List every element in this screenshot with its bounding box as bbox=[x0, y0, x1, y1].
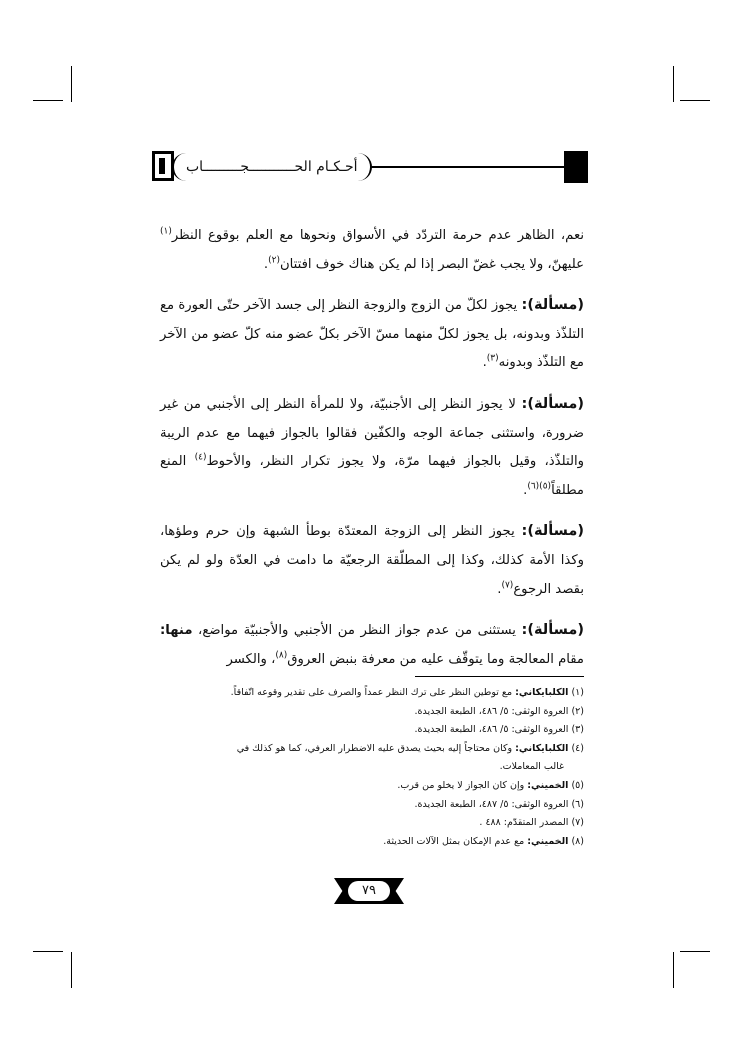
footnote-ref: (٢) bbox=[268, 255, 280, 266]
footnotes bbox=[160, 684, 584, 851]
paragraph: نعم، الظاهر عدم حرمة التردّد في الأسواق ونحوها مع العلم بوقوع النظر$^{(١)}$ عليهنّ، ولا يجب غضّ البصر إذا لم يكن هناك خوف افتتان$^{(٢)}$. bbox=[160, 226, 584, 272]
footnote: (٥) الخميني: وإن كان الجواز لا يخلو من قرب. bbox=[397, 779, 584, 791]
issue-keyword: (مسألة): bbox=[521, 622, 584, 639]
footnote-ref: (٣) bbox=[486, 353, 499, 364]
crop-mark bbox=[680, 951, 710, 952]
footnote: (٨) الخميني: مع عدم الإمكان بمثل الآلات الحديثة. bbox=[383, 835, 584, 847]
crop-mark bbox=[33, 951, 63, 952]
crop-mark bbox=[33, 100, 63, 101]
crop-mark bbox=[71, 952, 72, 988]
footnote-separator bbox=[415, 676, 584, 677]
footnote-ref: (١) bbox=[160, 226, 172, 237]
running-header bbox=[152, 151, 588, 183]
footnote-ref: (٨) bbox=[275, 650, 288, 661]
footnote: (٦) العروة الوثقى: ٥/ ٤٨٧، الطبعة الجديدة. bbox=[414, 798, 584, 810]
footnote: (٢) العروة الوثقى: ٥/ ٤٨٦، الطبعة الجديدة. bbox=[414, 705, 584, 717]
footnote-ref: (٥)(٦) bbox=[527, 481, 552, 492]
footnote: (٣) العروة الوثقى: ٥/ ٤٨٦، الطبعة الجديدة. bbox=[414, 724, 584, 736]
page-number: ٧٩ bbox=[348, 881, 390, 901]
page-number-ornament bbox=[334, 878, 404, 904]
issue-keyword: (مسألة): bbox=[521, 395, 584, 412]
footnote: (٤) الكلبايكاني: وكان محتاجاً إليه بحيث يصدق عليه الاضطرار العرفي، كما هو كذلك في bbox=[236, 742, 584, 754]
header-ornament-right bbox=[564, 151, 588, 183]
body-text bbox=[160, 222, 584, 686]
paragraph: (مسألة): لا يجوز النظر إلى الأجنبيّة، ولا للمرأة النظر إلى الأجنبي من غير ضرورة، واستثنى جماعة الوجه والكفّين فقالوا بالجواز فيهما مع عدم الريبة والتلذّذ، وقيل بالجواز فيهما مرّة، ولا يجوز تكرار النظر، والأحوط$^{(٤)}$ المنع مطلقاً$^{(٥)(٦)}$. bbox=[160, 395, 584, 498]
footnote: (٧) المصدر المتقدّم: ٤٨٨ . bbox=[479, 817, 584, 829]
crop-mark bbox=[673, 952, 674, 988]
footnote: (١) الكلبايكاني: مع توطين النظر على ترك النظر عمداً والصرف على تقدير وقوعه اتّفاقاً. bbox=[230, 687, 584, 698]
footnote-ref: (٤) bbox=[194, 452, 207, 463]
issue-keyword: (مسألة): bbox=[521, 523, 584, 540]
issue-keyword: (مسألة): bbox=[521, 297, 584, 314]
crop-mark bbox=[680, 100, 710, 101]
header-title: أحـكـام الحـــــــــــجـــــــــاب bbox=[172, 153, 372, 181]
crop-mark bbox=[71, 66, 72, 102]
paragraph: (مسألة): يستثنى من عدم جواز النظر من الأجنبي والأجنبيّة مواضع، منها: مقام المعالجة وما يتوقّف عليه من معرفة بنبض العروق$^{(٨)}$، والكسر bbox=[160, 622, 584, 667]
footnote-continuation: غالب المعاملات. bbox=[499, 761, 564, 773]
crop-mark bbox=[673, 66, 674, 102]
footnote-ref: (٧) bbox=[501, 580, 514, 591]
header-ornament-left bbox=[152, 151, 174, 181]
paragraph: (مسألة): يجوز لكلّ من الزوج والزوجة النظر إلى جسد الآخر حتّى العورة مع التلذّذ وبدونه، بل يجوز لكلّ منهما مسّ الآخر بكلّ عضو منه كلّ عضو من الآخر مع التلذّذ وبدونه$^{(٣)}$. bbox=[160, 297, 584, 371]
paragraph: (مسألة): يجوز النظر إلى الزوجة المعتدّة بوطأ الشبهة وإن حرم وطؤها، وكذا الأمة كذلك، وكذا إلى المطلّقة الرجعيّة ما دامت في العدّة ولو لم يكن بقصد الرجوع$^{(٧)}$. bbox=[160, 523, 584, 597]
